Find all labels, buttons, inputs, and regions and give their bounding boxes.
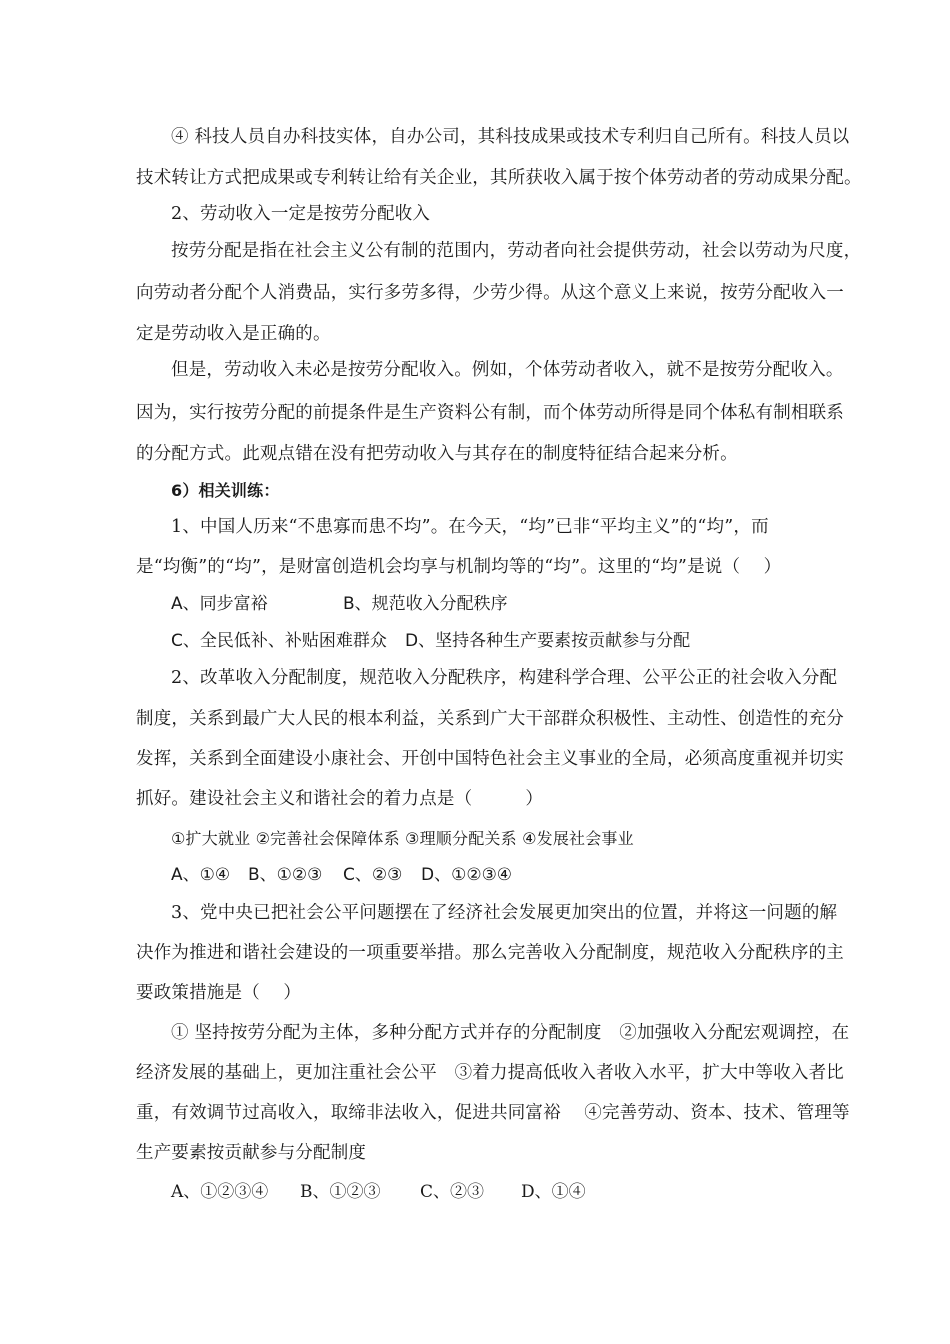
question-2-line: 2、改革收入分配制度，规范收入分配秩序，构建科学合理、公平公正的社会收入分配 <box>171 668 838 688</box>
q1-option-b: B、规范收入分配秩序 <box>343 594 508 614</box>
section-heading-training: 6）相关训练： <box>171 481 280 500</box>
q3-option-d: D、①④ <box>521 1182 586 1202</box>
q2-option-c: C、②③ <box>343 865 403 885</box>
question-2-line: 制度，关系到最广大人民的根本利益，关系到广大干部群众积极性、主动性、创造性的充分 <box>136 709 844 729</box>
q1-option-d: D、坚持各种生产要素按贡献参与分配 <box>405 631 691 651</box>
q3-statement-line: 重，有效调节过高收入，取缔非法收入，促进共同富裕 ④完善劳动、资本、技术、管理等 <box>136 1103 850 1123</box>
question-1-line: 是“均衡”的“均”，是财富创造机会均享与机制均等的“均”。这里的“均”是说（ ） <box>136 557 782 577</box>
paragraph-line: 定是劳动收入是正确的。 <box>136 324 331 344</box>
paragraph-line: ④ 科技人员自办科技实体，自办公司，其科技成果或技术专利归自己所有。科技人员以 <box>171 127 850 147</box>
question-3-line: 决作为推进和谐社会建设的一项重要举措。那么完善收入分配制度，规范收入分配秩序的主 <box>136 943 844 963</box>
q2-option-d: D、①②③④ <box>421 865 513 885</box>
q3-statement-line: ① 坚持按劳分配为主体，多种分配方式并存的分配制度 ②加强收入分配宏观调控，在 <box>171 1023 850 1043</box>
q3-statement-line: 经济发展的基础上，更加注重社会公平 ③着力提高低收入者收入水平，扩大中等收入者比 <box>136 1063 844 1083</box>
question-1-line: 1、中国人历来“不患寡而患不均”。在今天，“均”已非“平均主义”的“均”，而 <box>171 517 769 537</box>
q3-option-b: B、①②③ <box>300 1182 381 1202</box>
question-2-line: 抓好。建设社会主义和谐社会的着力点是（ ） <box>136 789 544 809</box>
paragraph-line: 的分配方式。此观点错在没有把劳动收入与其存在的制度特征结合起来分析。 <box>136 444 738 464</box>
q2-option-b: B、①②③ <box>248 865 323 885</box>
paragraph-line: 技术转让方式把成果或专利转让给有关企业，其所获收入属于按个体劳动者的劳动成果分配。 <box>136 168 862 188</box>
q3-statement-line: 生产要素按贡献参与分配制度 <box>136 1143 367 1163</box>
q2-option-a: A、①④ <box>171 865 231 885</box>
q3-option-a: A、①②③④ <box>171 1182 269 1202</box>
paragraph-line: 向劳动者分配个人消费品，实行多劳多得，少劳少得。从这个意义上来说，按劳分配收入一 <box>136 283 844 303</box>
paragraph-line: 因为，实行按劳分配的前提条件是生产资料公有制，而个体劳动所得是同个体私有制相联系 <box>136 403 844 423</box>
question-3-line: 要政策措施是（ ） <box>136 983 302 1003</box>
question-2-line: 发挥，关系到全面建设小康社会、开创中国特色社会主义事业的全局，必须高度重视并切实 <box>136 749 844 769</box>
q1-option-c: C、全民低补、补贴困难群众 <box>171 631 387 651</box>
q1-option-a: A、同步富裕 <box>171 594 268 614</box>
paragraph-line: 但是，劳动收入未必是按劳分配收入。例如，个体劳动者收入，就不是按劳分配收入。 <box>171 360 844 380</box>
section-heading: 2、劳动收入一定是按劳分配收入 <box>171 204 431 224</box>
q2-statements: ①扩大就业 ②完善社会保障体系 ③理顺分配关系 ④发展社会事业 <box>171 829 634 848</box>
q3-option-c: C、②③ <box>420 1182 485 1202</box>
question-3-line: 3、党中央已把社会公平问题摆在了经济社会发展更加突出的位置，并将这一问题的解 <box>171 903 838 923</box>
paragraph-line: 按劳分配是指在社会主义公有制的范围内，劳动者向社会提供劳动，社会以劳动为尺度， <box>171 241 862 261</box>
